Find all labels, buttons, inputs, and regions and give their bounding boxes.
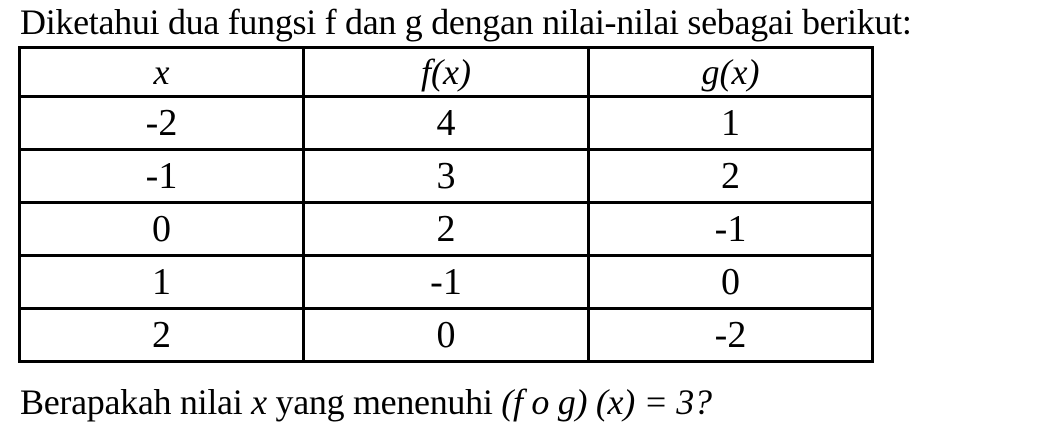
cell-fx: 4	[304, 97, 589, 150]
cell-x: -1	[20, 150, 304, 203]
cell-gx: -1	[589, 203, 873, 256]
cell-x: 2	[20, 309, 304, 362]
question-part1: Berapakah nilai	[20, 382, 252, 422]
cell-fx: -1	[304, 256, 589, 309]
cell-fx: 3	[304, 150, 589, 203]
table-row	[20, 97, 873, 150]
col-header-x: x	[20, 48, 304, 97]
question-variable: x	[251, 382, 267, 422]
col-header-gx: g(x)	[589, 48, 873, 97]
cell-fx: 0	[304, 309, 589, 362]
question-expression: (f o g) (x) = 3?	[501, 382, 712, 422]
col-header-fx: f(x)	[304, 48, 589, 97]
cell-x: 0	[20, 203, 304, 256]
function-values-table	[18, 46, 874, 363]
cell-gx: 1	[589, 97, 873, 150]
cell-fx: 2	[304, 203, 589, 256]
table-row	[20, 256, 873, 309]
cell-gx: -2	[589, 309, 873, 362]
cell-x: 1	[20, 256, 304, 309]
table-row	[20, 150, 873, 203]
cell-gx: 0	[589, 256, 873, 309]
problem-statement: Diketahui dua fungsi f dan g dengan nilai-nilai sebagai berikut:	[20, 2, 912, 42]
table-row	[20, 203, 873, 256]
cell-x: -2	[20, 97, 304, 150]
table-row	[20, 309, 873, 362]
table-header-row	[20, 48, 873, 97]
question-text	[20, 381, 712, 424]
cell-gx: 2	[589, 150, 873, 203]
question-part2: yang menenuhi	[266, 382, 502, 422]
